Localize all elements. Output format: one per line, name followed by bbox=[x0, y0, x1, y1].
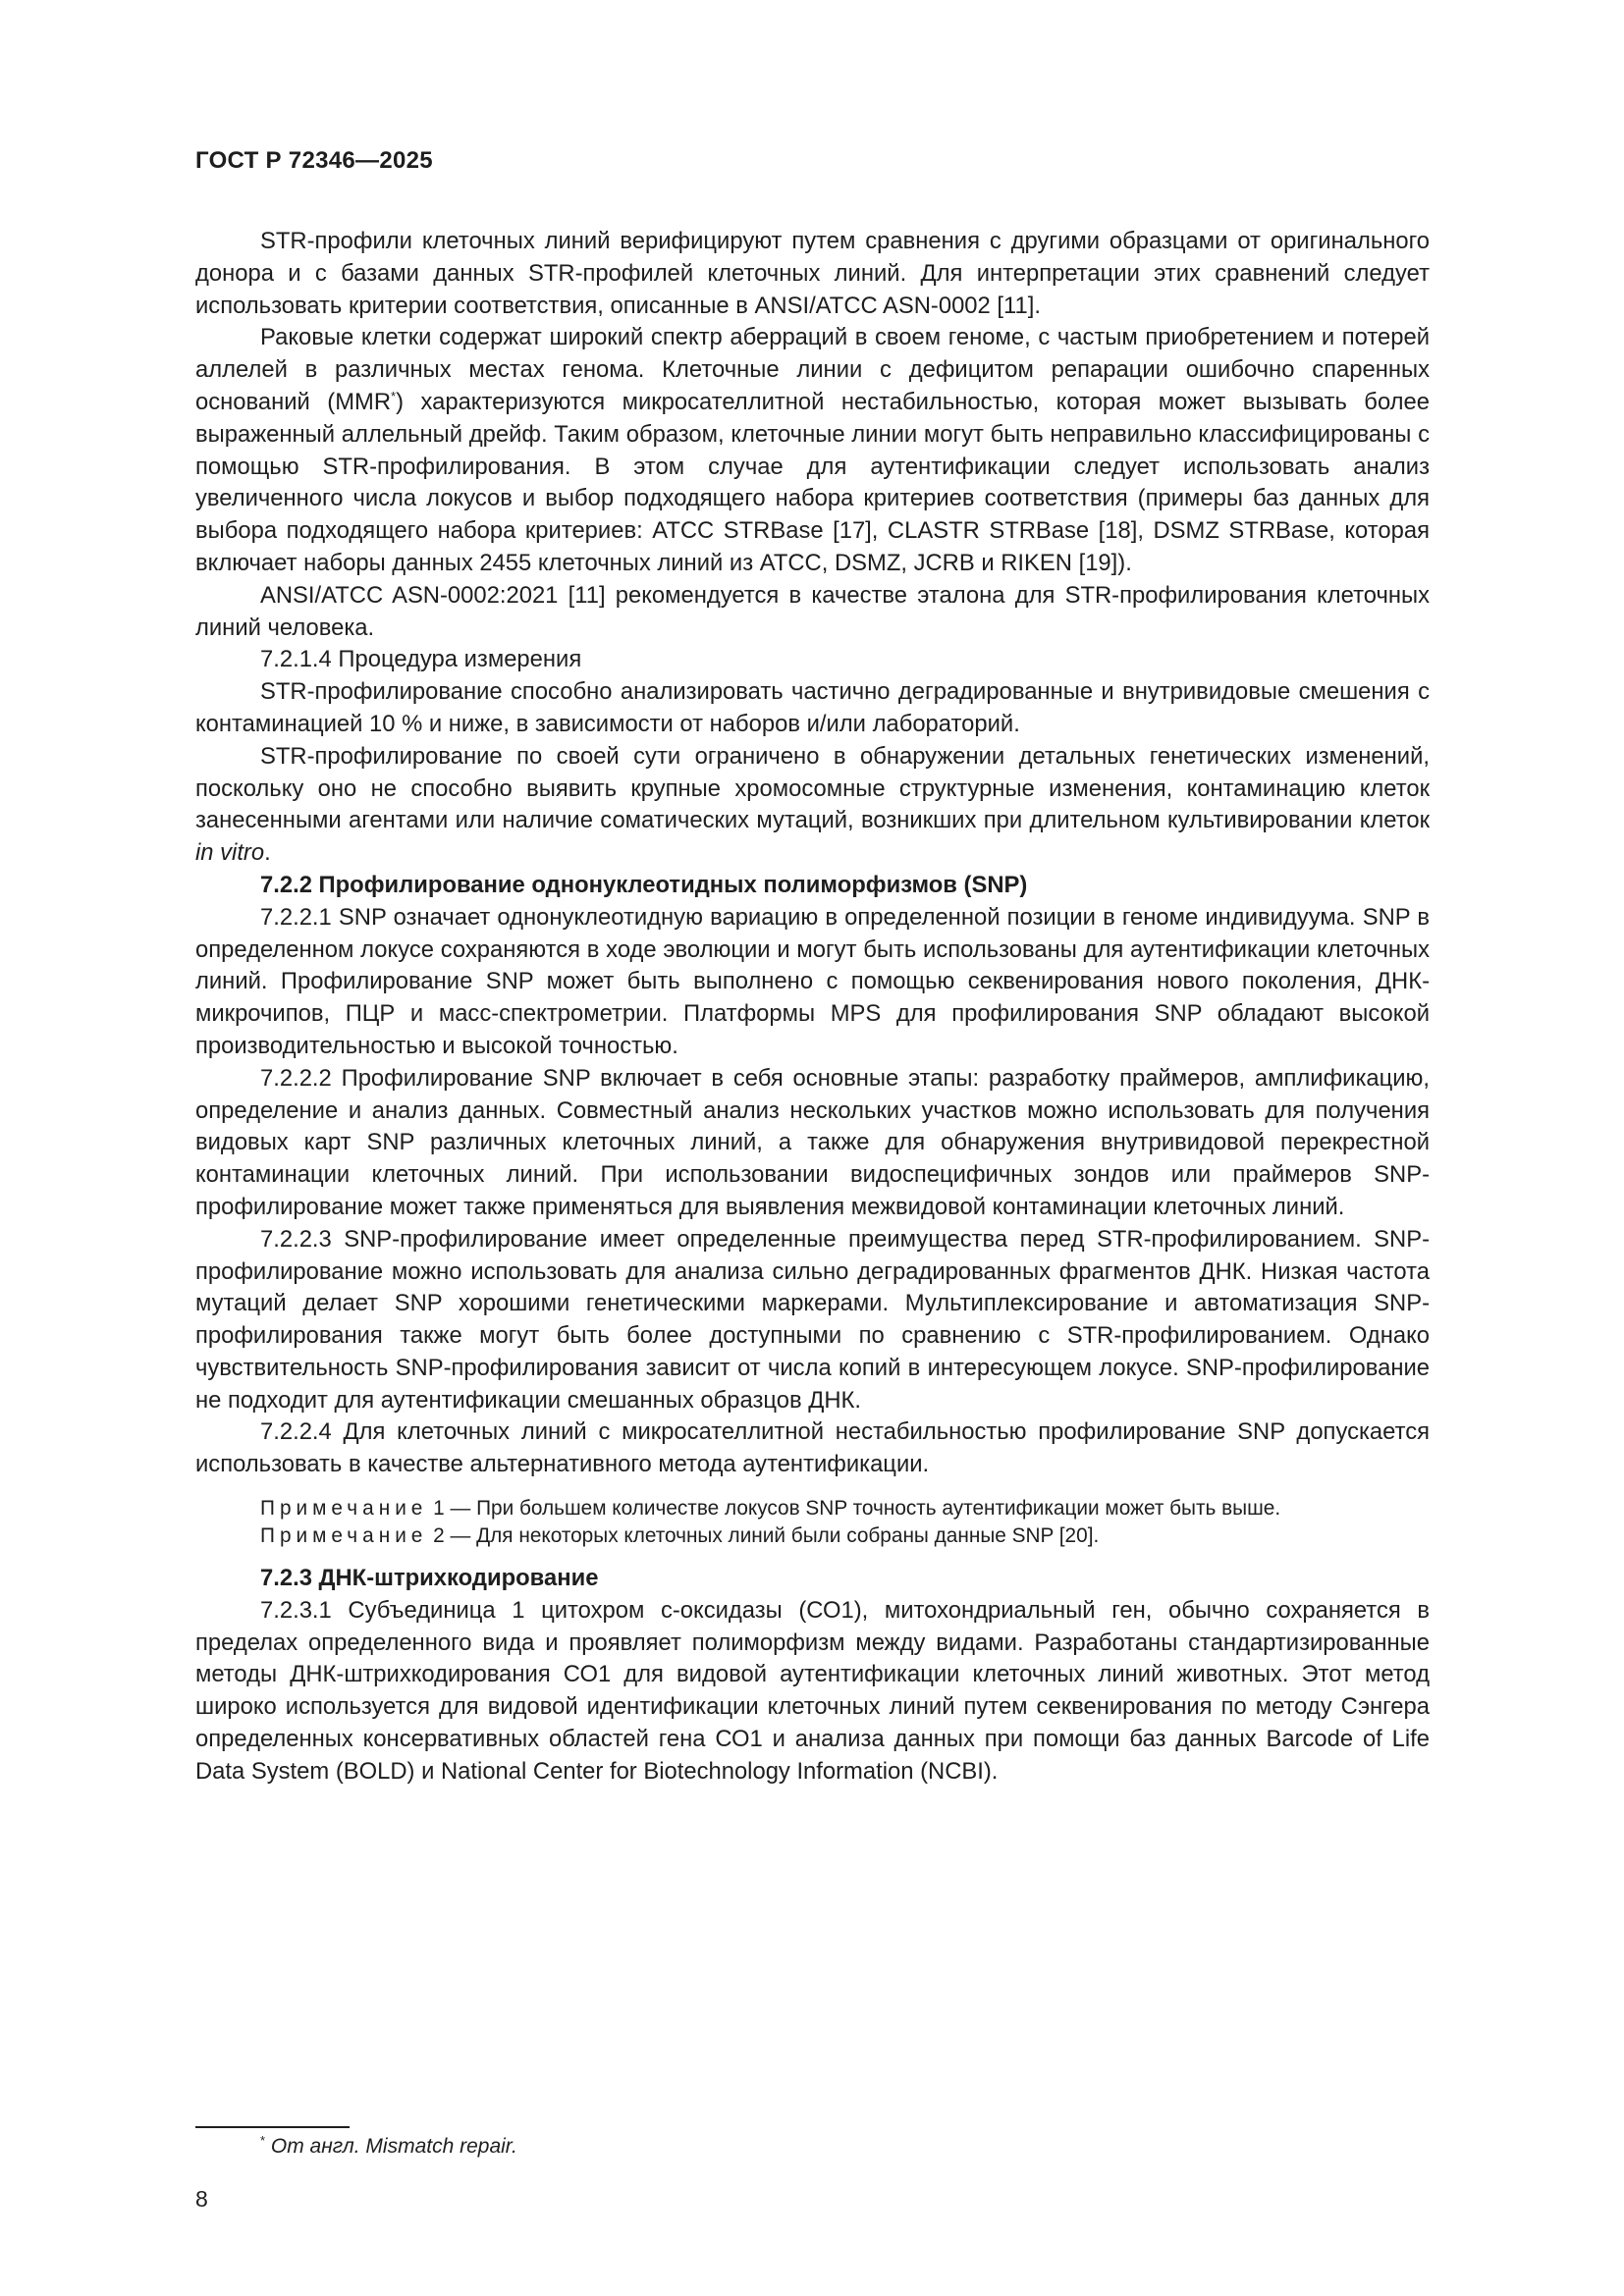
note-label: Примечание bbox=[260, 1524, 428, 1548]
paragraph-str-limitations bbox=[195, 741, 1430, 870]
page-number: 8 bbox=[195, 2186, 208, 2212]
section-heading-7-2-3: 7.2.3 ДНК-штрихкодирование bbox=[260, 1565, 599, 1592]
note-text: 1 — При большем количестве локусов SNP точность аутентификации может быть выше. bbox=[427, 1497, 1281, 1521]
paragraph-str-degraded: STR-профилирование способно анализировать частично деградированные и внутривидовые смешения с контаминацией 10 % и ниже, в зависимости от наборов и/или лабораторий. bbox=[195, 678, 1430, 737]
text-run: . bbox=[264, 839, 271, 867]
footnote-divider bbox=[195, 2126, 350, 2128]
text-run: Раковые клетки содержат широкий спектр аберраций в своем геноме, с частым приобретением и потерей аллелей в различных местах генома. Клеточные линии с дефицитом репарации ошибочно спаренных оснований (MMR bbox=[195, 324, 1430, 415]
paragraph-ansi-reference: ANSI/ATCC ASN-0002:2021 [11] рекомендуется в качестве эталона для STR-профилирования клеточных линий человека. bbox=[195, 581, 1430, 641]
paragraph-7-2-2-3: 7.2.2.3 SNP-профилирование имеет определенные преимущества перед STR-профилированием. SNP-профилирование можно использовать для анализа сильно деградированных фрагментов ДНК. Низкая частота мутаций делает SNP хорошими генетическими маркерами. Мультиплексирование и автоматизация SNP-профилирования также могут быть более доступными по сравнению с STR-профилированием. Однако чувствительность SNP-профилирования зависит от числа копий в интересующем локусе. SNP-профилирование не подходит для аутентификации смешанных образцов ДНК. bbox=[195, 1225, 1430, 1414]
body-text bbox=[195, 226, 1430, 1789]
paragraph-str-verification: STR-профили клеточных линий верифицируют путем сравнения с другими образцами от оригинального донора и с базами данных STR-профилей клеточных линий. Для интерпретации этих сравнений следует использовать критерии соответствия, описанные в ANSI/ATCC ASN-0002 [11]. bbox=[195, 228, 1430, 319]
note-label: Примечание bbox=[260, 1497, 428, 1521]
paragraph-7-2-2-4: 7.2.2.4 Для клеточных линий с микросателлитной нестабильностью профилирование SNP допускается использовать в качестве альтернативного метода аутентификации. bbox=[195, 1418, 1430, 1478]
footnote-text: От англ. Mismatch repair. bbox=[265, 2135, 517, 2158]
text-run: STR-профилирование по своей сути ограничено в обнаружении детальных генетических изменений, поскольку оно не способно выявить крупные хромосомные структурные изменения, контаминацию клеток занесенными агентами или наличие соматических мутаций, возникших при длительном культивировании клеток bbox=[195, 742, 1430, 834]
paragraph-7-2-3-1: 7.2.3.1 Субъединица 1 цитохром с-оксидазы (СО1), митохондриальный ген, обычно сохраняется в пределах определенного вида и проявляет полиморфизм между видами. Разработаны стандартизированные методы ДНК-штрихкодирования СО1 для видовой аутентификации клеточных линий животных. Этот метод широко используется для видовой идентификации клеточных линий путем секвенирования по методу Сэнгера определенных консервативных областей гена СО1 и анализа данных при помощи баз данных Barcode of Life Data System (BOLD) и National Center for Biotechnology Information (NCBI). bbox=[195, 1596, 1430, 1785]
paragraph-7-2-2-1: 7.2.2.1 SNP означает однонуклеотидную вариацию в определенной позиции в геноме индивидуума. SNP в определенном локусе сохраняются в ходе эволюции и могут быть использованы для аутентификации клеточных линий. Профилирование SNP может быть выполнено с помощью секвенирования нового поколения, ДНК-микрочипов, ПЦР и масс-спектрометрии. Платформы MPS для профилирования SNP обладают высокой производительностью и высокой точностью. bbox=[195, 903, 1430, 1059]
note-text: 2 — Для некоторых клеточных линий были собраны данные SNP [20]. bbox=[427, 1524, 1100, 1548]
section-heading-7-2-2: 7.2.2 Профилирование однонуклеотидных полиморфизмов (SNP) bbox=[260, 871, 1028, 898]
document-header: ГОСТ Р 72346—2025 bbox=[195, 147, 433, 174]
note-2 bbox=[195, 1522, 1430, 1550]
footnote bbox=[260, 2135, 517, 2159]
note-1 bbox=[195, 1495, 1430, 1522]
paragraph-cancer-cells bbox=[195, 322, 1430, 579]
text-run: ) характеризуются микросателлитной нестабильностью, которая может вызывать более выраженный аллельный дрейф. Таким образом, клеточные линии могут быть неправильно классифицированы с помощью STR-профилирования. В этом случае для аутентификации следует использовать анализ увеличенного числа локусов и выбор подходящего набора критериев соответствия (примеры баз данных для выбора подходящего набора критериев: ATCC STRBase [17], CLASTR STRBase [18], DSMZ STRBase, которая включает наборы данных 2455 клеточных линий из ATCC, DSMZ, JCRB и RIKEN [19]). bbox=[195, 388, 1431, 576]
footnote-mark: * bbox=[260, 2133, 266, 2148]
footnote-reference: * bbox=[391, 389, 397, 404]
subsection-title-7-2-1-4: 7.2.1.4 Процедура измерения bbox=[260, 646, 582, 673]
italic-term: in vitro bbox=[195, 839, 265, 867]
paragraph-7-2-2-2: 7.2.2.2 Профилирование SNP включает в себя основные этапы: разработку праймеров, амплификацию, определение и анализ данных. Совместный анализ нескольких участков можно использовать для получения видовых карт SNP различных клеточных линий, а также для обнаружения внутривидовой перекрестной контаминации клеточных линий. При использовании видоспецифичных зондов или праймеров SNP-профилирование может также применяться для выявления межвидовой контаминации клеточных линий. bbox=[195, 1064, 1430, 1220]
